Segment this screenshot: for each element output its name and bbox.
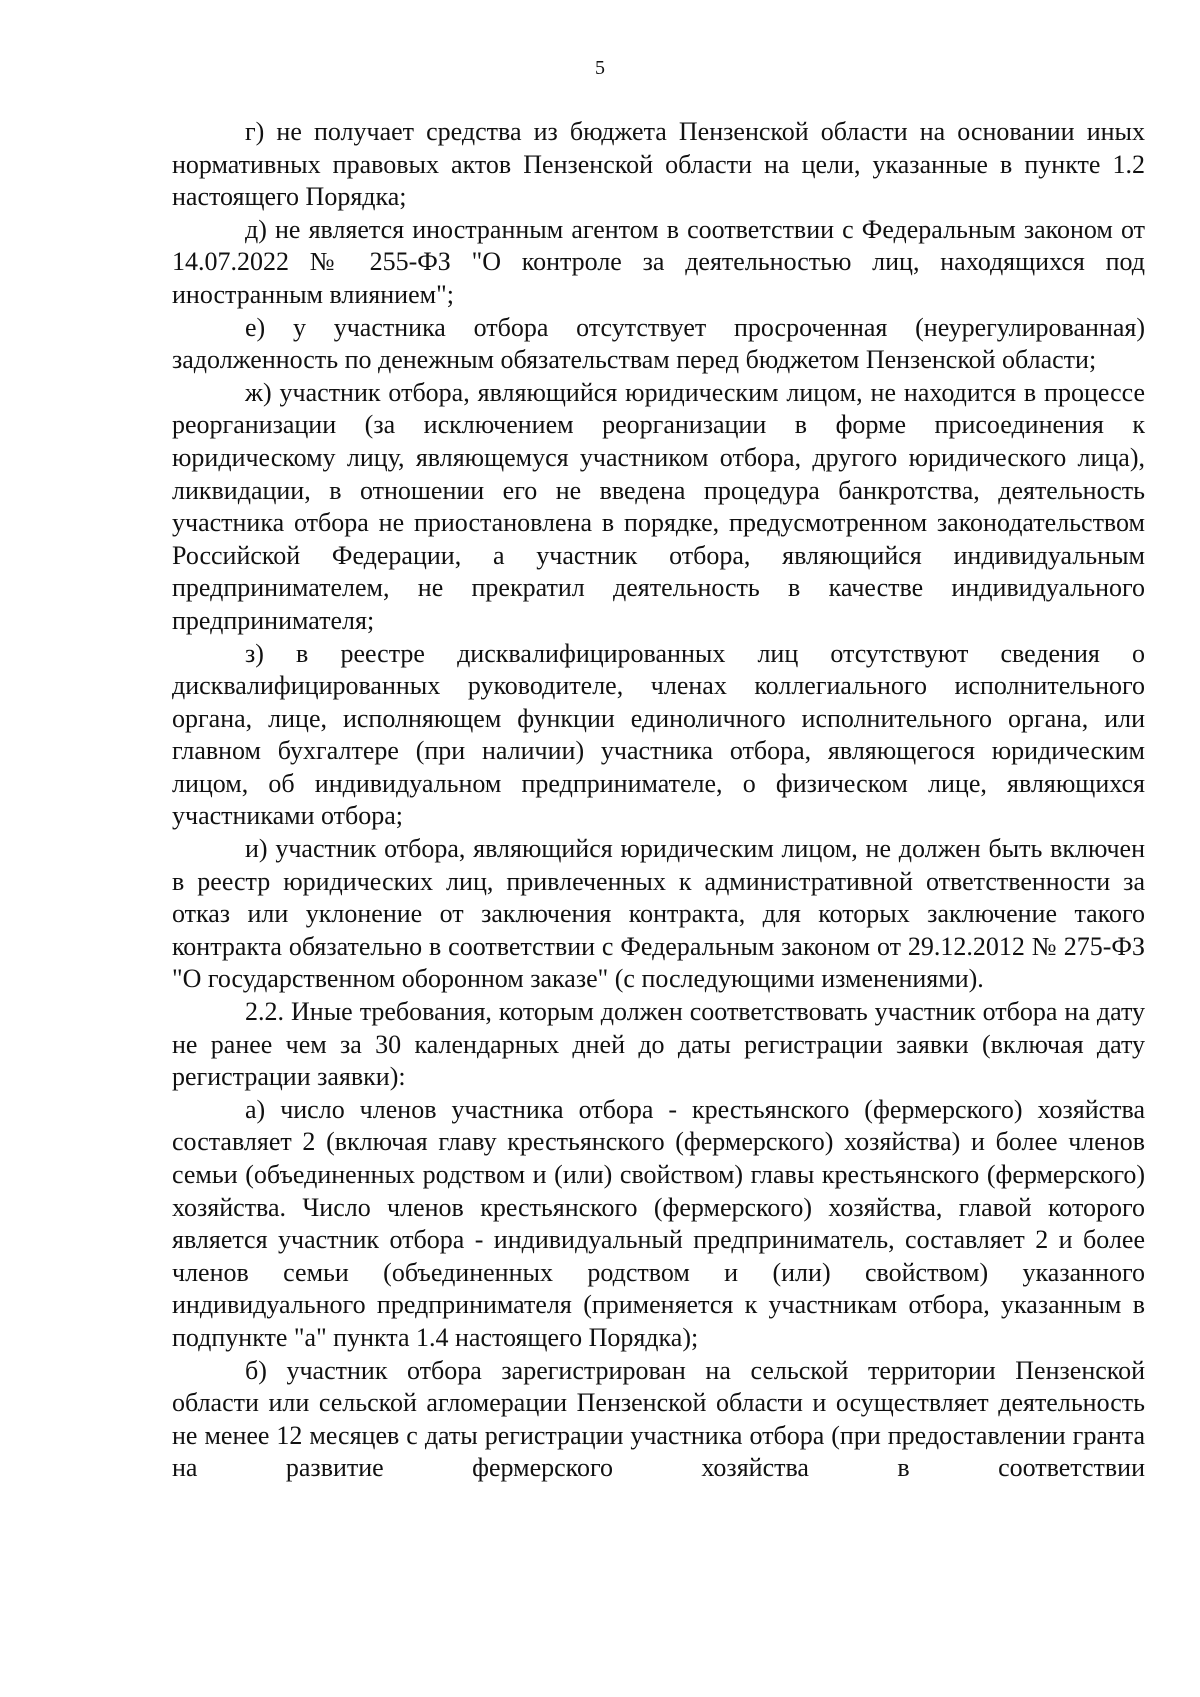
page-number: 5 — [595, 57, 605, 79]
paragraph-b: б) участник отбора зарегистрирован на сельской территории Пензенской области или сельской агломерации Пензенской области и осуществляет деятельность не менее 12 месяцев с даты регистрации участника отбора (при предоставлении гранта на развитие фермерского хозяйства в соответствии — [172, 1355, 1145, 1483]
document-body — [172, 116, 1145, 1485]
paragraph-e: е) у участника отбора отсутствует просроченная (неурегулированная) задолженность по денежным обязательствам перед бюджетом Пензенской области; — [172, 312, 1145, 375]
paragraph-2-2: 2.2. Иные требования, которым должен соответствовать участник отбора на дату не ранее чем за 30 календарных дней до даты регистрации заявки (включая дату регистрации заявки): — [172, 997, 1145, 1092]
paragraph-z: з) в реестре дисквалифицированных лиц отсутствуют сведения о дисквалифицированных руководителе, членах коллегиального исполнительного органа, лице, исполняющем функции единоличного исполнительного органа, или главном бухгалтере (при наличии) участника отбора, являющегося юридическим лицом, об индивидуальном предпринимателе, о физическом лице, являющихся участниками отбора; — [172, 638, 1145, 831]
paragraph-g: г) не получает средства из бюджета Пензенской области на основании иных нормативных правовых актов Пензенской области на цели, указанные в пункте 1.2 настоящего Порядка; — [172, 117, 1145, 212]
paragraph-d: д) не является иностранным агентом в соответствии с Федеральным законом от 14.07.2022 № 255-ФЗ "О контроле за деятельностью лиц, находящихся под иностранным влиянием"; — [172, 214, 1145, 309]
paragraph-i: и) участник отбора, являющийся юридическим лицом, не должен быть включен в реестр юридических лиц, привлеченных к административной ответственности за отказ или уклонение от заключения контракта, для которых заключение такого контракта обязательно в соответствии с Федеральным законом от 29.12.2012 № 275-ФЗ "О государственном оборонном заказе" (с последующими изменениями). — [172, 834, 1145, 994]
paragraph-zh: ж) участник отбора, являющийся юридическим лицом, не находится в процессе реорганизации (за исключением реорганизации в форме присоединения к юридическому лицу, являющемуся участником отбора, другого юридического лица), ликвидации, в отношении его не введена процедура банкротства, деятельность участника отбора не приостановлена в порядке, предусмотренном законодательством Российской Федерации, а участник отбора, являющийся индивидуальным предпринимателем, не прекратил деятельность в качестве индивидуального предпринимателя; — [172, 377, 1145, 635]
paragraph-a: а) число членов участника отбора - крестьянского (фермерского) хозяйства составляет 2 (включая главу крестьянского (фермерского) хозяйства) и более членов семьи (объединенных родством и (или) свойством) главы крестьянского (фермерского) хозяйства. Число членов крестьянского (фермерского) хозяйства, главой которого является участник отбора - индивидуальный предприниматель, составляет 2 и более членов семьи (объединенных родством и (или) свойством) указанного индивидуального предпринимателя (применяется к участникам отбора, указанным в подпункте "а" пункта 1.4 настоящего Порядка); — [172, 1094, 1145, 1352]
